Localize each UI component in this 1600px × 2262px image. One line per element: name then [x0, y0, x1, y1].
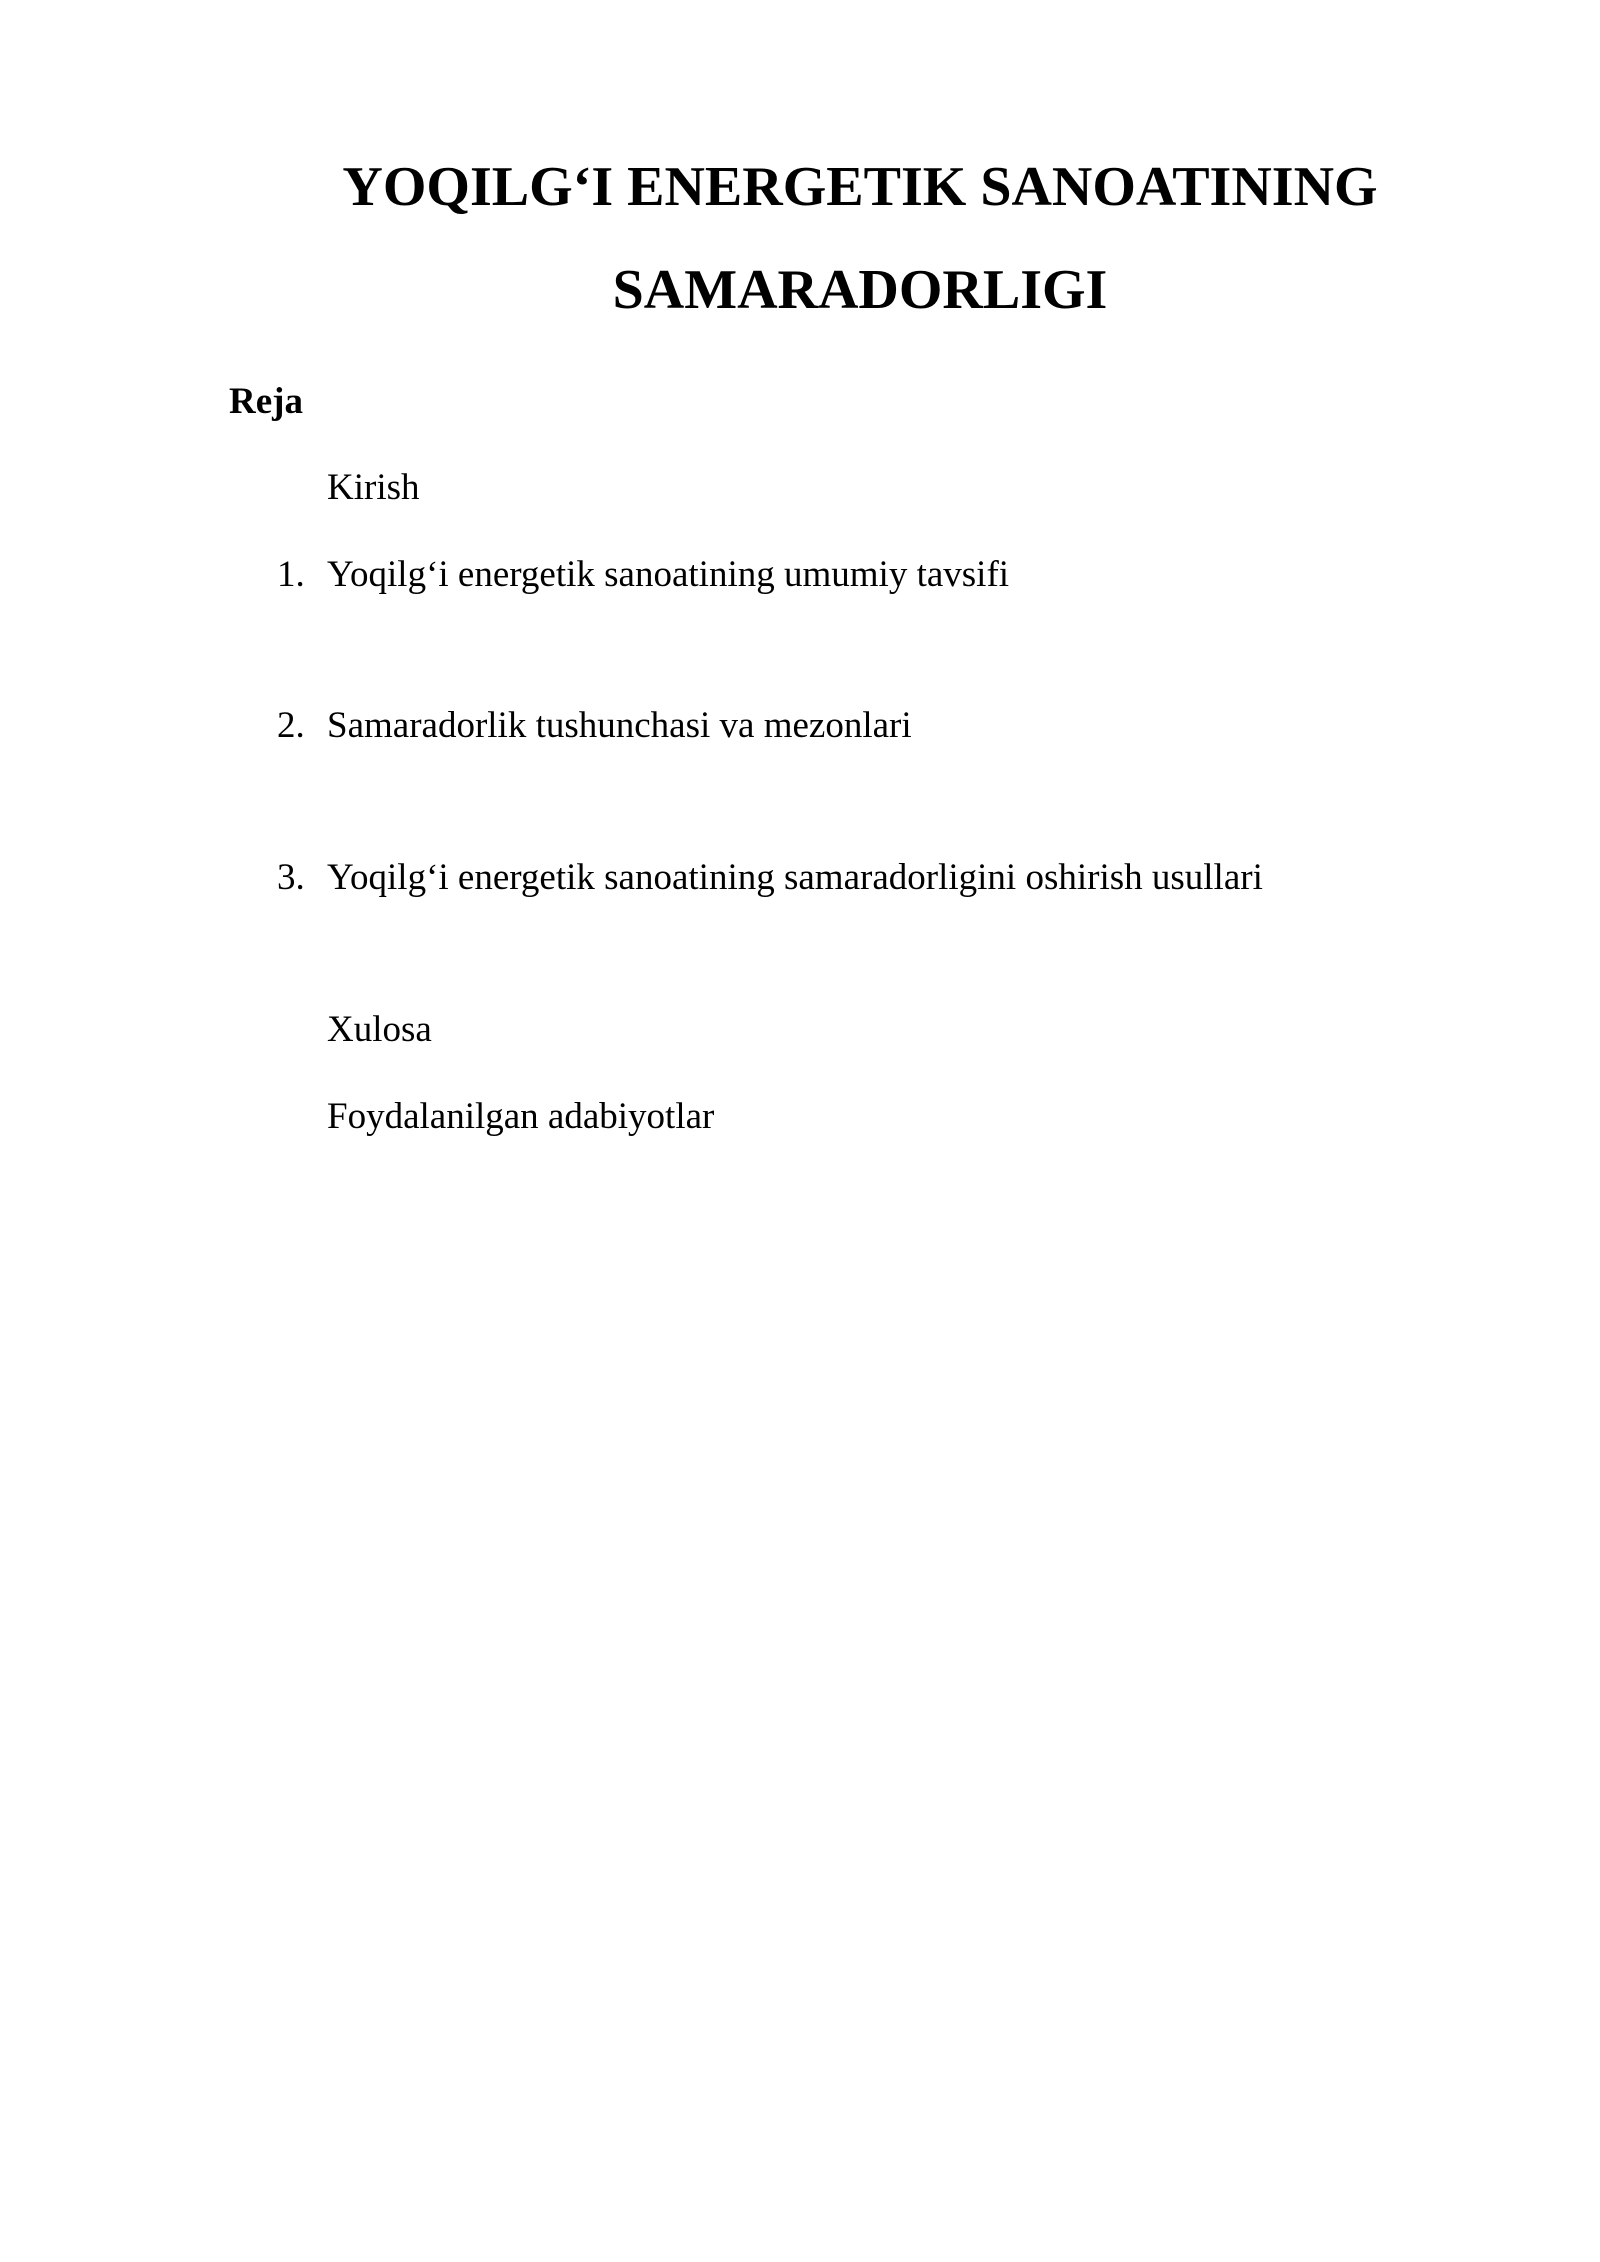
plan-item-number-1: 1. [277, 554, 305, 595]
plan-item-intro: Kirish [327, 467, 420, 508]
plan-item-conclusion: Xulosa [327, 1009, 432, 1050]
document-title-line-2: SAMARADORLIGI [612, 259, 1108, 321]
document-title-line-1: YOQILG‘I ENERGETIK SANOATINING [342, 156, 1378, 218]
plan-heading: Reja [229, 381, 303, 422]
plan-item-text-2: Samaradorlik tushunchasi va mezonlari [327, 705, 912, 746]
plan-item-number-2: 2. [277, 705, 305, 746]
plan-item-text-3: Yoqilg‘i energetik sanoatining samaradorligini oshirish usullari [327, 857, 1263, 898]
plan-item-references: Foydalanilgan adabiyotlar [327, 1096, 715, 1137]
plan-item-text-1: Yoqilg‘i energetik sanoatining umumiy tavsifi [327, 554, 1010, 595]
plan-item-number-3: 3. [277, 857, 305, 898]
